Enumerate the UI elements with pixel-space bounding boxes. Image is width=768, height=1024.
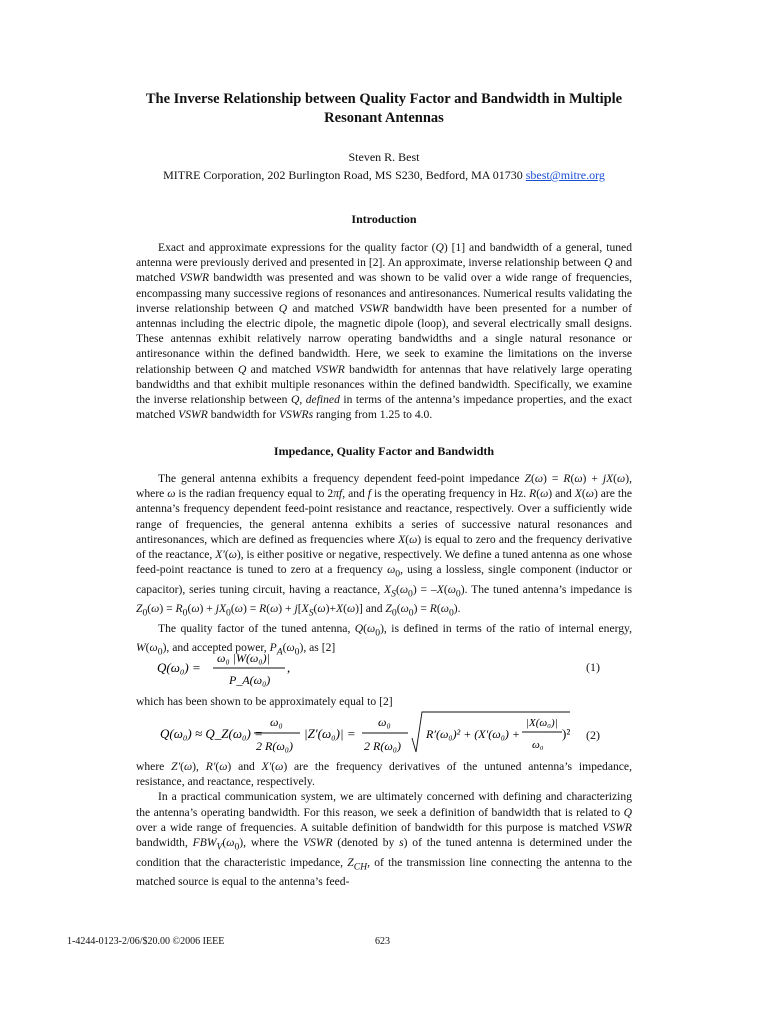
- equation-transition-text: which has been shown to be approximately equal to [2]: [136, 695, 393, 708]
- svg-text:2 R(ω₀): 2 R(ω₀): [256, 739, 293, 753]
- author-name: Steven R. Best: [348, 150, 420, 164]
- svg-text:P_A(ω₀): P_A(ω₀): [229, 673, 271, 687]
- svg-text:Q(ω₀) =: Q(ω₀) =: [157, 660, 201, 675]
- footer-copyright: 1-4244-0123-2/06/$20.00 ©2006 IEEE: [67, 936, 225, 947]
- svg-text:ω₀: ω₀: [270, 715, 283, 729]
- paper-title: The Inverse Relationship between Quality Factor and Bandwidth in Multiple Resonant Antennas: [145, 91, 623, 126]
- svg-text:Q(ω₀) ≈ Q_Z(ω₀) =: Q(ω₀) ≈ Q_Z(ω₀) =: [160, 726, 263, 741]
- svg-text:ω₀: ω₀: [378, 715, 391, 729]
- footer-page-number: 623: [375, 936, 390, 947]
- svg-text:|X(ω₀)|: |X(ω₀)|: [526, 717, 558, 729]
- introduction-paragraph: Exact and approximate expressions for the quality factor (Q) [1] and bandwidth of a general, tuned antenna were previously derived and presented in [2]. An approximate, inverse relationship between Q and matched VSWR bandwidth was presented and was shown to be valid over a wide range of frequencies, encompassing many successive regions of resonances and antiresonances. Numerical results validating the inverse relationship between Q and matched VSWR bandwidth have been presented for a number of antennas including the electric dipole, the magnetic dipole (loop), and several electrically small designs. These antennas exhibit relatively narrow operating bandwidths and a single natural resonance or antiresonance within the defined bandwidth. Here, we seek to examine the limitations on the inverse relationship between Q and matched VSWR bandwidth for antennas that have relatively large operating bandwidths and that exhibit multiple resonances within the defined bandwidth. Specifically, we examine the inverse relationship between Q, defined in terms of the antenna’s impedance properties, and the exact matched VSWR bandwidth for VSWRs ranging from 1.25 to 4.0.: [136, 241, 633, 422]
- svg-text:)²: )²: [562, 726, 571, 741]
- svg-text:,: ,: [287, 660, 291, 675]
- equation-1: [155, 644, 335, 692]
- author-email-link[interactable]: sbest@mitre.org: [525, 168, 605, 182]
- equation-2-number: (2): [586, 728, 600, 742]
- svg-text:2 R(ω₀): 2 R(ω₀): [364, 739, 401, 753]
- affiliation-text: MITRE Corporation, 202 Burlington Road, MS S230, Bedford, MA 01730: [163, 168, 523, 182]
- svg-text:ω₀: ω₀: [532, 739, 544, 751]
- equation-2: [158, 708, 578, 760]
- svg-text:R′(ω₀)² + (X′(ω₀) +: R′(ω₀)² + (X′(ω₀) +: [426, 727, 520, 741]
- svg-text:|Z′(ω₀)| =: |Z′(ω₀)| =: [304, 726, 356, 741]
- svg-text:ω₀ |W(ω₀)|: ω₀ |W(ω₀)|: [217, 651, 270, 665]
- section-heading-impedance: Impedance, Quality Factor and Bandwidth: [273, 444, 495, 458]
- section-heading-introduction: Introduction: [351, 212, 417, 226]
- author-affiliation: [0, 168, 768, 183]
- impedance-paragraph-2: where Z′(ω), R′(ω) and X′(ω) are the frequency derivatives of the untuned antenna’s impedance, resistance, and reactance, respectively. In a practical communication system, we are ultimately concerned with defining and characterizing the antenna’s operating bandwidth. For this reason, we seek a definition of bandwidth that is related to Q over a wide range of frequencies. A suitable definition of bandwidth for this purpose is matched VSWR bandwidth, $FBW_V(\omega_0)$, where the VSWR (denoted by s) of the tuned antenna is determined under the condition that the characteristic impedance, $Z_{CH}$, of the transmission line connecting the antenna to the matched source is equal to the antenna’s feed-: [136, 760, 632, 889]
- impedance-paragraph-1: The general antenna exhibits a frequency dependent feed-point impedance Z(ω) = R(ω) + jX(ω), where ω is the radian frequency equal to 2πf, and f is the operating frequency in Hz. R(ω) and X(ω) are the antenna’s frequency dependent feed-point resistance and reactance, respectively. Over a sufficiently wide range of frequencies, the general antenna exhibits a series of successive natural resonances and antiresonances, which are defined as frequencies where X(ω) is equal to zero and the frequency derivative of the reactance, X′(ω), is either positive or negative, respectively. We define a tuned antenna as one whose feed-point reactance is tuned to zero at a frequency $\omega_0$, using a lossless, single component (inductor or capacitor), series tuning circuit, having a reactance, $X_S(\omega_0) = -X(\omega_0)$. The tuned antenna’s impedance is $Z_0(\omega) = R_0(\omega) + jX_0(\omega) = R(\omega) + j[X_S(\omega)+X(\omega)]$ and $Z_0(\omega_0) = R(\omega_0)$. The quality factor of the tuned antenna, $Q(\omega_0)$, is defined in terms of the ratio of internal energy, $W(\omega_0)$, and accepted power, $P_A(\omega_0)$, as [2]: [136, 472, 633, 658]
- equation-1-number: (1): [586, 660, 600, 674]
